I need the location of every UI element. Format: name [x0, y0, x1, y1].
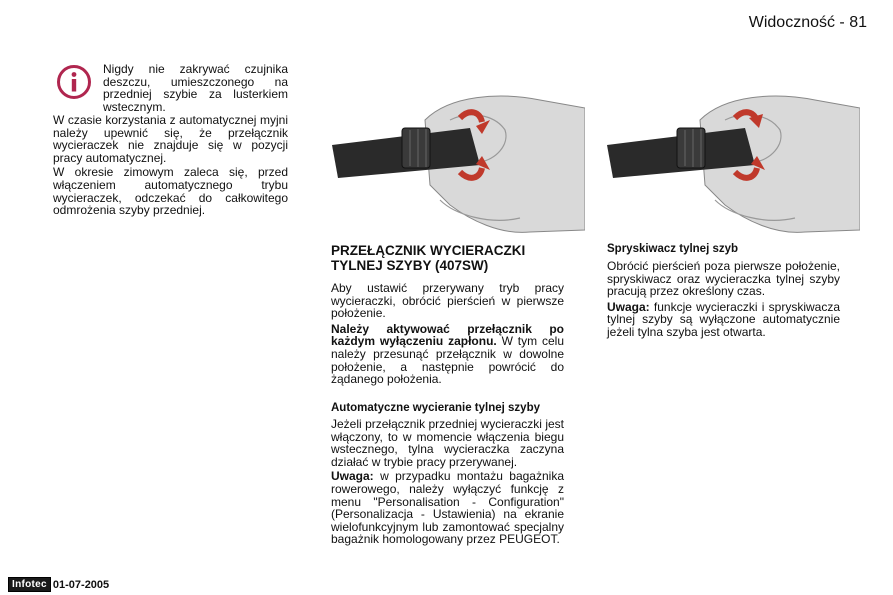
left-column	[53, 114, 288, 219]
info-icon	[56, 64, 92, 100]
info-note	[103, 63, 288, 113]
washer-note	[607, 301, 840, 339]
footer	[8, 577, 109, 592]
footer-date: 01-07-2005	[52, 578, 110, 591]
auto-wiping-body	[331, 418, 564, 548]
washer-paragraph: Obrócić pierścień poza pierwsze położenie, spryskiwacz oraz wycieraczka tylnej szyby pracują przez określony czas.	[607, 259, 840, 299]
infotec-logo: Infotec	[8, 577, 51, 592]
rear-wiper-paragraph-1: Aby ustawić przerywany tryb pracy wycieraczki, obrócić pierścień w pierwsze położenie.	[331, 281, 564, 321]
stalk-illustration-left	[330, 90, 585, 240]
note-text: w przypadku montażu bagażnika rowerowego, należy wyłączyć funkcję z menu "Personalisation - Configuration" (Personalizacja - Ustawienia) na ekranie wielofunkcyjnym lub zamontować specjalny bagażnik homologowany przez PEUGEOT.	[331, 469, 564, 547]
rear-wiper-rest: W tym celu należy przesunąć przełącznik w dowolne położenie, a następnie powrócić do żądanego położenia.	[331, 334, 565, 387]
note-label: Uwaga:	[331, 469, 374, 484]
section-title-auto-wiping: Automatyczne wycieranie tylnej szyby	[331, 402, 540, 414]
page-header: Widoczność - 81	[748, 14, 867, 31]
auto-wiping-paragraph: Jeżeli przełącznik przedniej wycieraczki jest włączony, to w momencie włączenia biegu wstecznego, tylna wycieraczka zaczyna działać w trybie pracy przerywanej.	[331, 417, 564, 469]
rear-wiper-paragraph-2	[331, 323, 564, 386]
washer-note-text: funkcje wycieraczki i spryskiwacza tylnej szyby są wyłączone automatycznie jeżeli tylna szyba jest otwarta.	[607, 299, 840, 339]
stalk-illustration-right	[605, 90, 860, 240]
paragraph-winter: W okresie zimowym zaleca się, przed włączeniem automatycznego trybu wycieraczek, odczekać do całkowitego odmrożenia szyby przedniej.	[53, 165, 288, 218]
washer-note-label: Uwaga:	[607, 299, 650, 314]
section-title-washer: Spryskiwacz tylnej szyb	[607, 243, 739, 255]
rear-wiper-body	[331, 282, 564, 389]
washer-body	[607, 260, 840, 342]
auto-wiping-note	[331, 470, 564, 546]
section-title-rear-wiper: PRZEŁĄCZNIK WYCIERACZKI TYLNEJ SZYBY (407SW)	[331, 243, 526, 273]
info-note-text: Nigdy nie zakrywać czujnika deszczu, umieszczonego na przedniej szybie za lusterkiem wstecznym.	[103, 62, 288, 114]
rear-wiper-bold: Należy aktywować przełącznik po każdym wyłączeniu zapłonu.	[331, 321, 564, 349]
paragraph-car-wash: W czasie korzystania z automatycznej myjni należy upewnić się, że przełącznik wycieraczek nie znajduje się w pozycji pracy automatycznej.	[53, 113, 288, 165]
